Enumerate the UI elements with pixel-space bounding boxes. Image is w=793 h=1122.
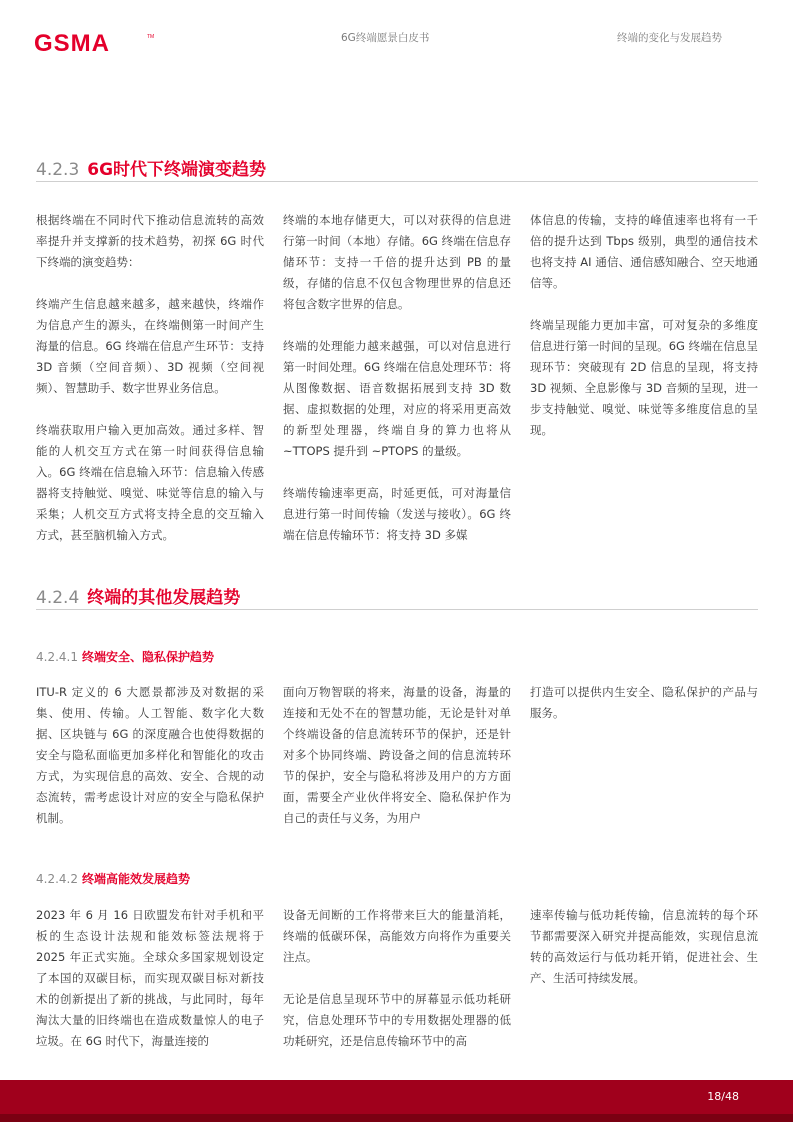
subsection-number: 4.2.4.2 — [36, 872, 78, 886]
svg-text:TM: TM — [147, 34, 155, 40]
svg-text:GSMA: GSMA — [34, 31, 110, 55]
subsection-title: 终端安全、隐私保护趋势 — [81, 650, 214, 664]
subsection-title: 终端高能效发展趋势 — [81, 872, 190, 886]
paragraph: 终端呈现能力更加丰富，可对复杂的多维度信息进行第一时间的呈现。6G 终端在信息呈现环节：突破现有 2D 信息的呈现，将支持 3D 视频、全息影像与 3D 音频的呈现，进一步支持触觉、嗅觉、味觉等多维度信息的呈现。 — [530, 318, 758, 437]
paragraph: 体信息的传输，支持的峰值速率也将有一千倍的提升达到 Tbps 级别，典型的通信技术也将支持 AI 通信、通信感知融合、空天地通信等。 — [530, 213, 758, 290]
paragraph: 2023 年 6 月 16 日欧盟发布针对手机和平板的生态设计法规和能效标签法规将于 2025 年正式实施。全球众多国家规划设定了本国的双碳目标，而实现双碳目标对新技术的创新提出了新的挑战，与此同时，每年淘汰大量的旧终端也在造成数量惊人的电子垃圾。在 6G 时代下，海量连接的 — [36, 908, 264, 1048]
paragraph: 无论是信息呈现环节中的屏幕显示低功耗研究，信息处理环节中的专用数据处理器的低功耗研究，还是信息传输环节中的高 — [283, 992, 511, 1048]
column-2 — [283, 682, 511, 829]
section-heading-4-2-3 — [36, 155, 266, 180]
column-1 — [36, 682, 264, 829]
column-2 — [283, 210, 511, 546]
page-number: 18/48 — [707, 1090, 739, 1103]
footer-stripe — [0, 1114, 793, 1122]
gsma-logo — [34, 31, 156, 55]
page-header — [0, 0, 793, 70]
document-title: 6G终端愿景白皮书 — [341, 32, 430, 44]
paragraph: 终端传输速率更高，时延更低，可对海量信息进行第一时间传输（发送与接收）。6G 终端在信息传输环节：将支持 3D 多媒 — [283, 486, 511, 542]
column-3 — [530, 905, 758, 989]
section-divider — [36, 181, 758, 182]
section-title: 6G时代下终端演变趋势 — [87, 160, 267, 180]
paragraph: 设备无间断的工作将带来巨大的能量消耗，终端的低碳环保，高能效方向将作为重要关注点。 — [283, 908, 511, 964]
section-divider — [36, 609, 758, 610]
section-heading-4-2-4 — [36, 583, 240, 608]
section-number: 4.2.4 — [36, 588, 80, 608]
section-number: 4.2.3 — [36, 160, 80, 180]
paragraph: 面向万物智联的将来，海量的设备，海量的连接和无处不在的智慧功能，无论是针对单个终端设备的信息流转环节的保护，还是针对多个协同终端、跨设备之间的信息流转环节的保护，安全与隐私将涉及用户的方方面面，需要全产业伙伴将安全、隐私保护作为自己的责任与义务，为用户 — [283, 685, 511, 825]
section-title: 终端的其他发展趋势 — [87, 588, 241, 608]
paragraph: ITU-R 定义的 6 大愿景都涉及对数据的采集、使用、传输。人工智能、数字化大数据、区块链与 6G 的深度融合也使得数据的安全与隐私面临更加多样化和智能化的攻击方式，为实现信息的高效、安全、合规的动态流转，需考虑设计对应的安全与隐私保护机制。 — [36, 685, 264, 825]
header-section-title: 终端的变化与发展趋势 — [617, 32, 722, 44]
column-1 — [36, 905, 264, 1052]
subsection-heading-4-2-4-1 — [36, 648, 214, 665]
subsection-number: 4.2.4.1 — [36, 650, 78, 664]
paragraph: 终端产生信息越来越多，越来越快，终端作为信息产生的源头，在终端侧第一时间产生海量的信息。6G 终端在信息产生环节：支持 3D 音频（空间音频）、3D 视频（空间视频）、智慧助手、数字世界业务信息。 — [36, 297, 264, 395]
column-3 — [530, 210, 758, 441]
column-1 — [36, 210, 264, 546]
paragraph: 打造可以提供内生安全、隐私保护的产品与服务。 — [530, 685, 758, 720]
paragraph: 终端的本地存储更大，可以对获得的信息进行第一时间（本地）存储。6G 终端在信息存储环节：支持一千倍的提升达到 PB 的量级，存储的信息不仅包含物理世界的信息还将包含数字世界的信息。 — [283, 213, 511, 311]
column-3 — [530, 682, 758, 724]
paragraph: 速率传输与低功耗传输，信息流转的每个环节都需要深入研究并提高能效，实现信息流转的高效运行与低功耗开销，促进社会、生产、生活可持续发展。 — [530, 908, 758, 985]
paragraph: 终端的处理能力越来越强，可以对信息进行第一时间处理。6G 终端在信息处理环节：将从图像数据、语音数据拓展到支持 3D 数据、虚拟数据的处理，对应的将采用更高效的新型处理器，终端自身的算力也将从 ~TTOPS 提升到 ~PTOPS 的量级。 — [283, 339, 511, 458]
paragraph: 根据终端在不同时代下推动信息流转的高效率提升并支撑新的技术趋势，初探 6G 时代下终端的演变趋势： — [36, 213, 264, 269]
subsection-heading-4-2-4-2 — [36, 870, 190, 887]
paragraph: 终端获取用户输入更加高效。通过多样、智能的人机交互方式在第一时间获得信息输入。6G 终端在信息输入环节：信息输入传感器将支持触觉、嗅觉、味觉等信息的输入与采集；人机交互方式将支持全息的交互输入方式，甚至脑机输入方式。 — [36, 423, 264, 542]
column-2 — [283, 905, 511, 1052]
